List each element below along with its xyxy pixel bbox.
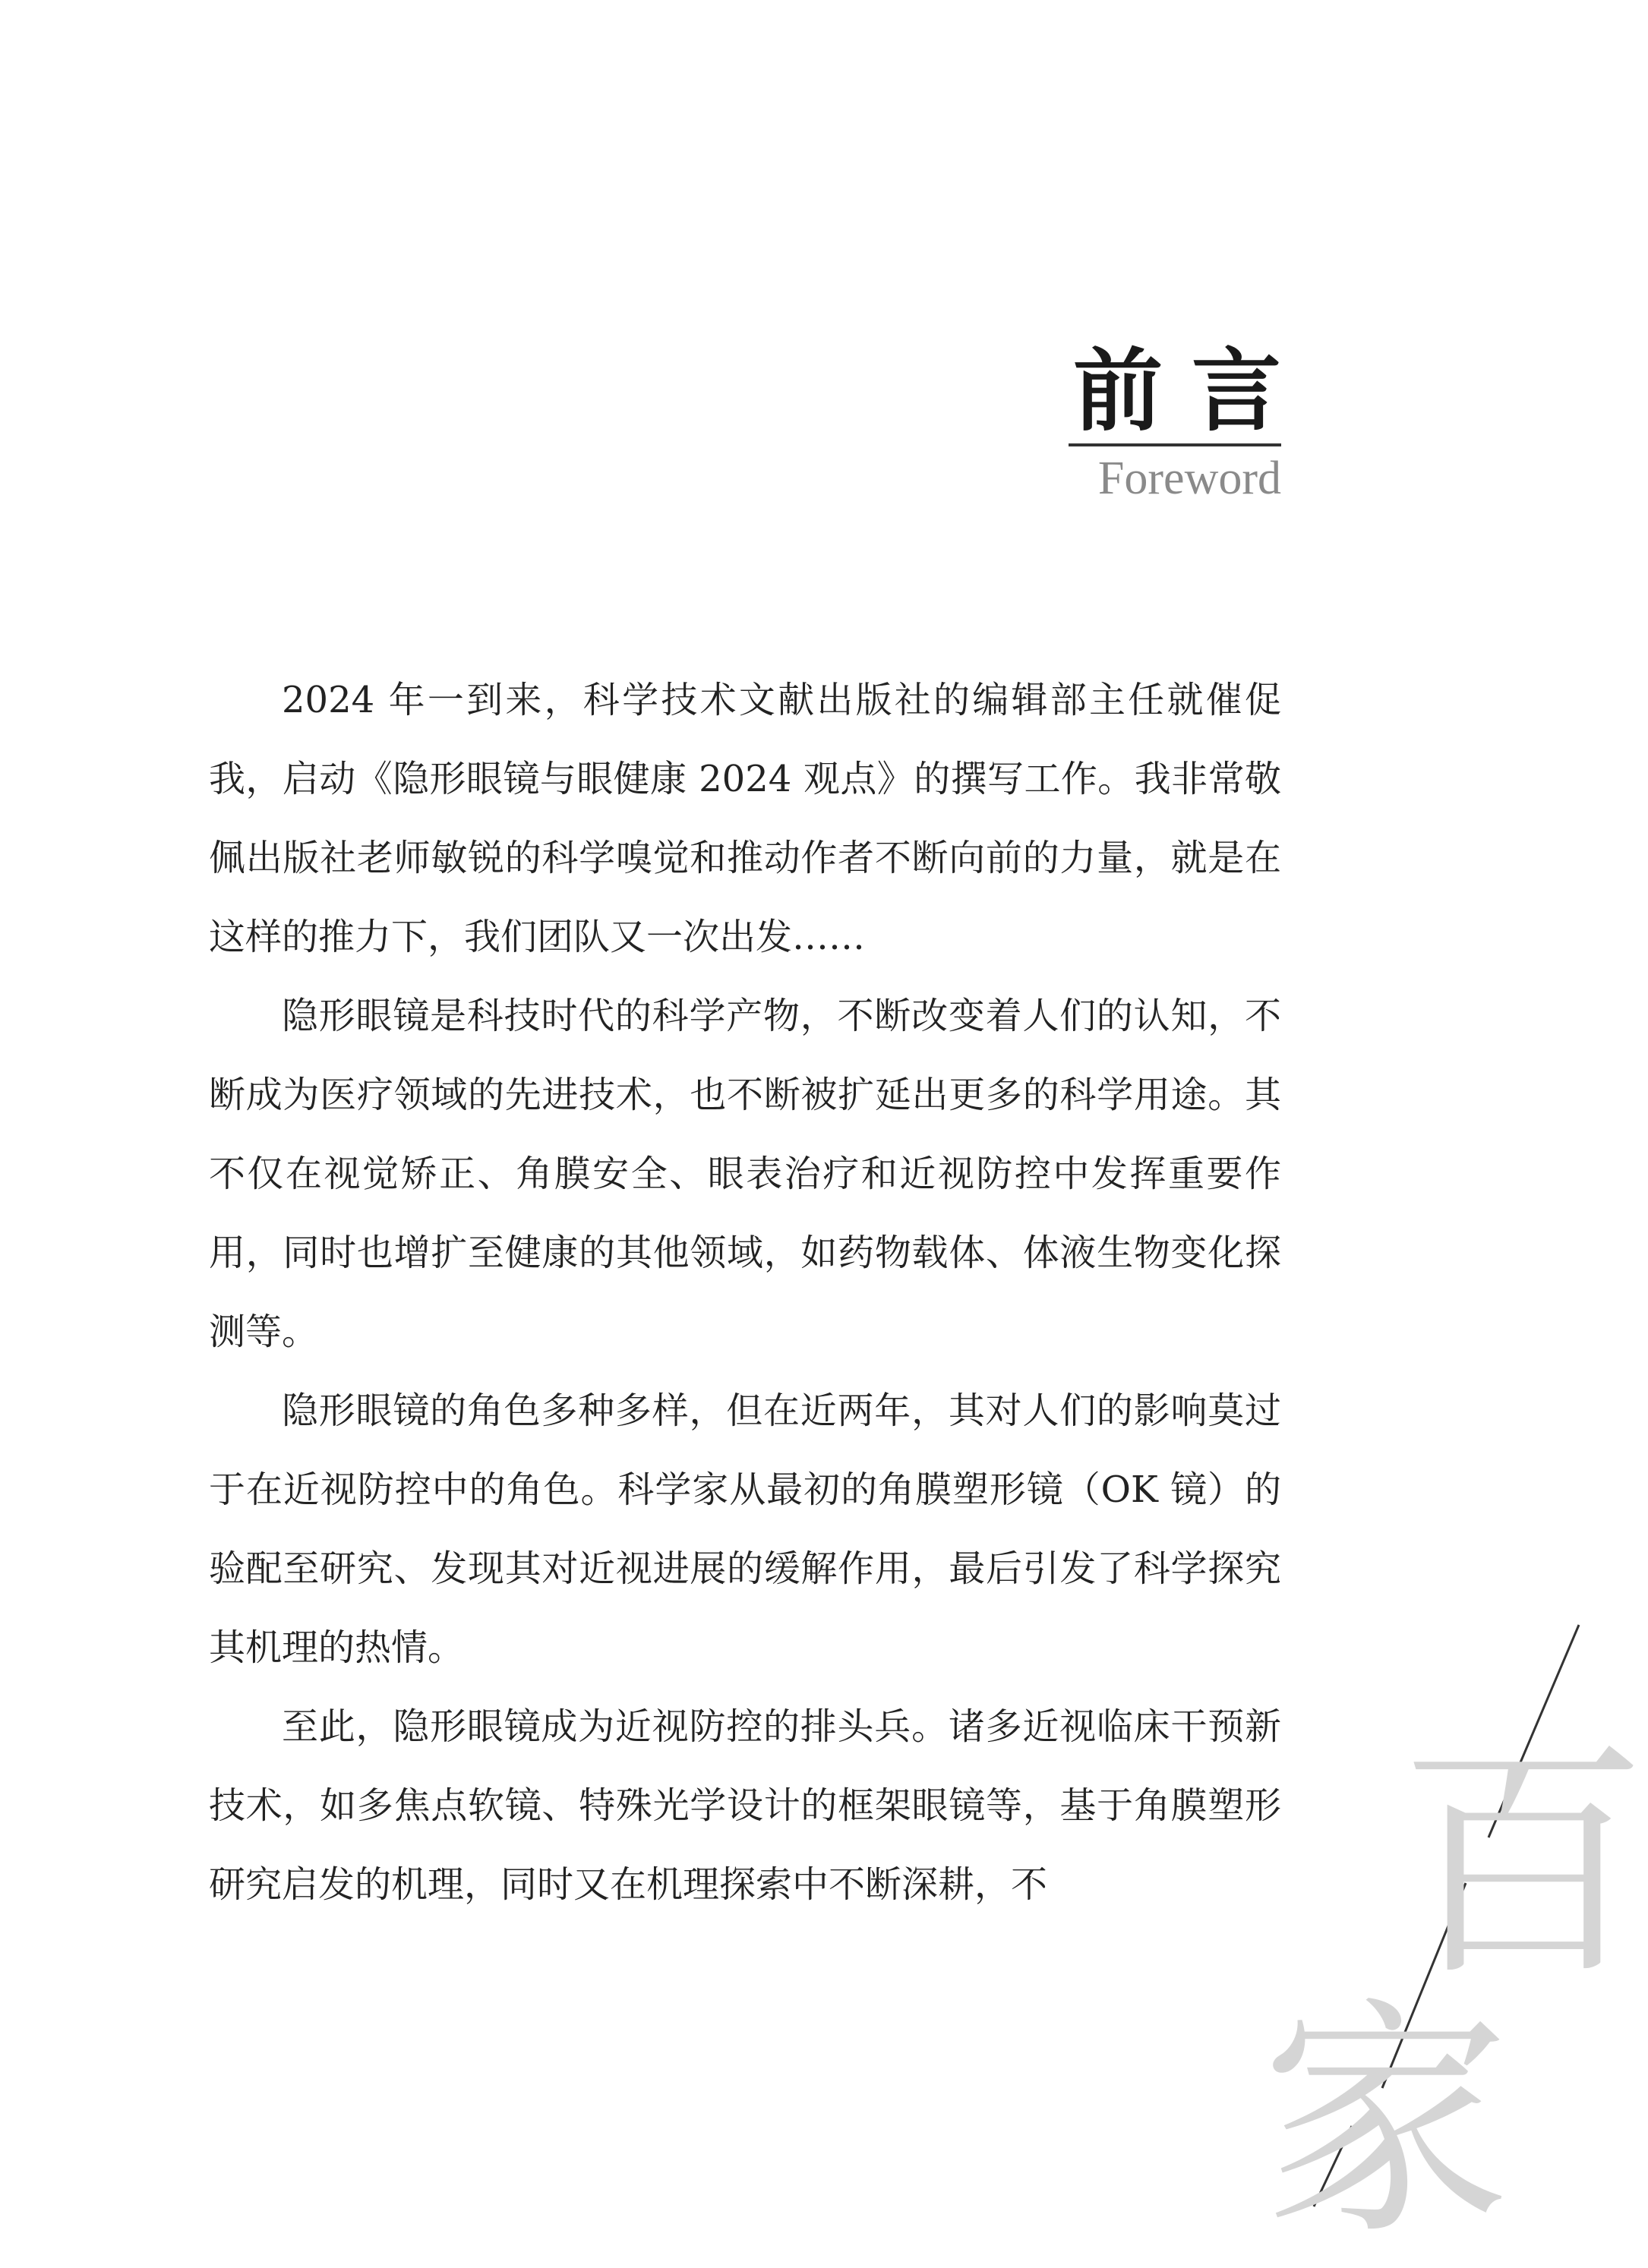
paragraph-2: 隐形眼镜是科技时代的科学产物，不断改变着人们的认知，不断成为医疗领域的先进技术，也不断被扩延出更多的科学用途。其不仅在视觉矫正、角膜安全、眼表治疗和近视防控中发挥重要作用，同时也增扩至健康的其他领域，如药物载体、体液生物变化探测等。 — [209, 995, 1281, 1353]
title-underline — [1069, 443, 1281, 446]
series-watermark — [1215, 1595, 1648, 2268]
paragraph-1: 2024 年一到来，科学技术文献出版社的编辑部主任就催促我，启动《隐形眼镜与眼健康 2024 观点》的撰写工作。我非常敬佩出版社老师敏锐的科学嗅觉和推动作者不断向前的力量，就是在这样的推力下，我们团队又一次出发…… — [209, 679, 1281, 958]
watermark-char-bai: 百 — [1397, 1718, 1648, 2010]
page-subtitle: Foreword — [1097, 453, 1281, 504]
paragraph-4: 至此，隐形眼镜成为近视防控的排头兵。诸多近视临床干预新技术，如多焦点软镜、特殊光学设计的框架眼镜等，基于角膜塑形研究启发的机理，同时又在机理探索中不断深耕，不 — [209, 1705, 1281, 1906]
foreword-body — [209, 661, 1281, 1924]
page-title: 前言 — [1072, 338, 1310, 443]
watermark-char-jia: 家 — [1261, 1976, 1511, 2268]
page-title-block — [750, 338, 1310, 509]
paragraph-3: 隐形眼镜的角色多种多样，但在近两年，其对人们的影响莫过于在近视防控中的角色。科学家从最初的角膜塑形镜（OK 镜）的验配至研究、发现其对近视进展的缓解作用，最后引发了科学探究其机理的热情。 — [209, 1390, 1281, 1669]
